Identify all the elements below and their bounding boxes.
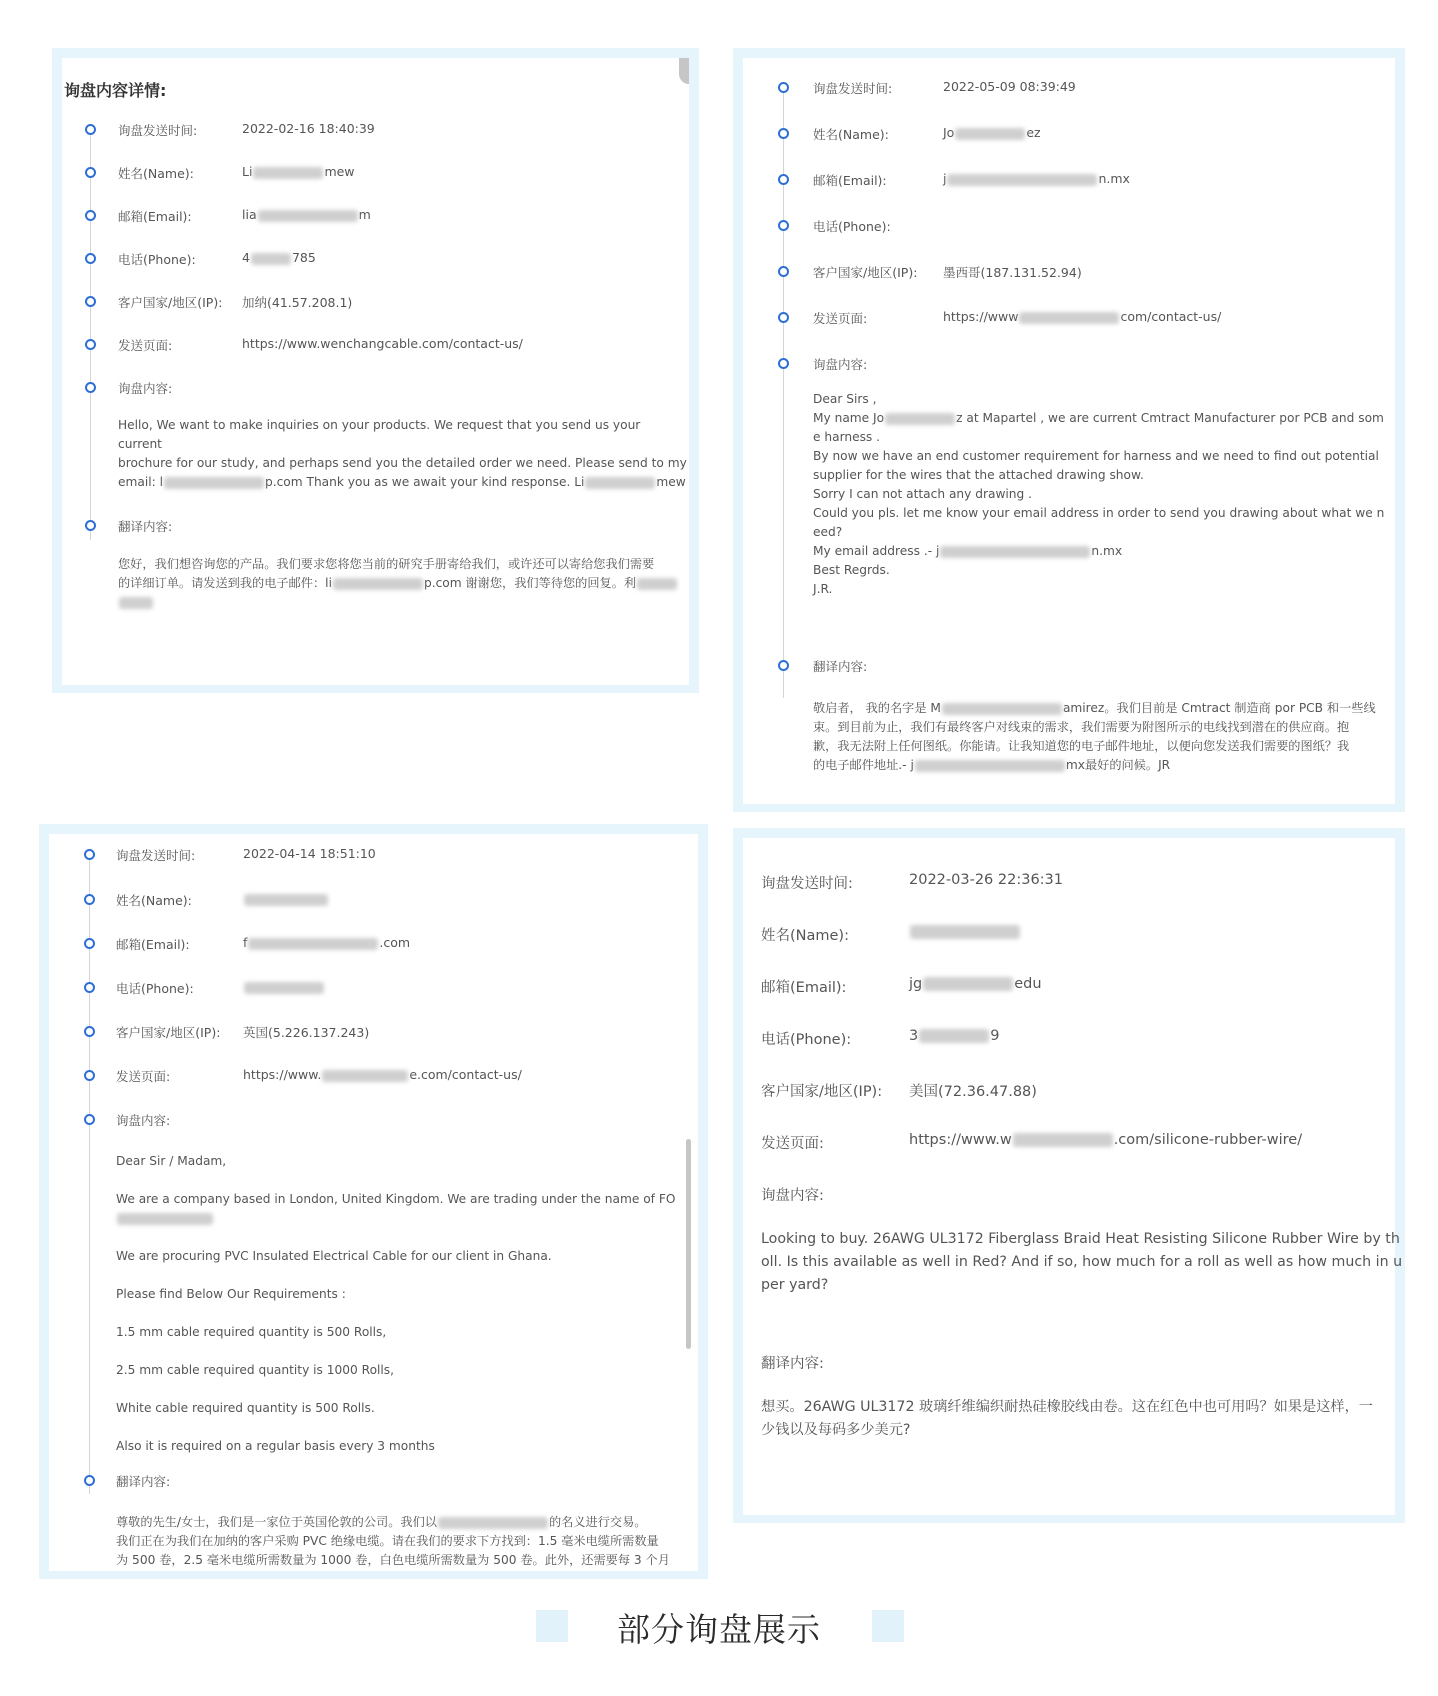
content-text: n.mx xyxy=(1091,544,1123,558)
translate-text: 尊敬的先生/女士，我们是一家位于英国伦敦的公司。我们以 xyxy=(116,1515,437,1529)
email-prefix: j xyxy=(943,171,947,186)
content-line: 2.5 mm cable required quantity is 1000 Rolls, xyxy=(116,1363,395,1377)
translate-label: 翻译内容: xyxy=(813,659,868,674)
redacted-text xyxy=(244,894,328,906)
content-line: Looking to buy. 26AWG UL3172 Fiberglass Braid Heat Resisting Silicone Rubber Wire by th xyxy=(761,1231,1400,1247)
translate-text: mx最好的问候。JR xyxy=(1065,758,1171,772)
page-suffix: e.com/contact-us/ xyxy=(409,1067,522,1082)
redacted-text xyxy=(119,597,153,609)
timeline-dot-icon xyxy=(778,174,789,185)
time-label: 询盘发送时间: xyxy=(813,81,893,96)
content-line: supplier for the wires that the attached drawing show. xyxy=(813,468,1144,482)
page-prefix: https://www. xyxy=(243,1067,322,1082)
translate-line xyxy=(116,1513,696,1532)
redacted-text xyxy=(885,413,955,425)
phone-value xyxy=(242,250,316,265)
timeline-dot-icon xyxy=(85,520,96,531)
translated-content xyxy=(813,699,1388,775)
card-title: 询盘内容详情: xyxy=(64,81,167,100)
timeline-dot-icon xyxy=(84,982,95,993)
inquiry-content xyxy=(118,416,688,492)
content-line: brochure for our study, and perhaps send you the detailed order we need. Please send to my xyxy=(118,456,687,470)
page-suffix: .com/silicone-rubber-wire/ xyxy=(1113,1132,1303,1148)
content-line: eed? xyxy=(813,525,843,539)
timeline-dot-icon xyxy=(778,312,789,323)
content-line xyxy=(118,473,688,492)
email-value xyxy=(242,207,371,222)
content-line: per yard? xyxy=(761,1277,829,1293)
email-prefix: jg xyxy=(909,976,923,992)
redacted-text xyxy=(244,982,324,994)
translated-content xyxy=(116,1513,696,1570)
country-label: 客户国家/地区(IP): xyxy=(116,1025,221,1040)
translate-line: 想买。26AWG UL3172 玻璃纤维编织耐热硅橡胶线由卷。这在红色中也可用吗？如果是这样，一 xyxy=(761,1399,1373,1415)
page-suffix: com/contact-us/ xyxy=(1120,309,1222,324)
translate-text: 的电子邮件地址.- j xyxy=(813,758,914,772)
redacted-text xyxy=(253,167,323,179)
timeline-dot-icon xyxy=(84,1070,95,1081)
inquiry-card-1 xyxy=(52,48,699,693)
redacted-text xyxy=(1013,1133,1113,1147)
page-link[interactable] xyxy=(243,1067,522,1082)
content-line: We are a company based in London, United Kingdom. We are trading under the name of FO xyxy=(116,1192,676,1206)
phone-label: 电话(Phone): xyxy=(761,1032,852,1048)
timeline-dot-icon xyxy=(85,339,96,350)
translate-text: amirez。我们目前是 Cmtract 制造商 por PCB 和一些线 xyxy=(1062,701,1376,715)
translate-line: 束。到目前为止，我们有最终客户对线束的需求，我们需要为附图所示的电线找到潜在的供应商。抱 xyxy=(813,720,1350,734)
translate-line: 少钱以及每码多少美元? xyxy=(761,1422,911,1438)
inquiry-content-scroll[interactable] xyxy=(116,1139,676,1453)
timeline-dot-icon xyxy=(84,1026,95,1037)
phone-prefix: 3 xyxy=(909,1028,919,1044)
content-text: p.com Thank you as we await your kind response. Li xyxy=(264,475,585,489)
translate-text: p.com 谢谢您，我们等待您的回复。利 xyxy=(423,576,637,590)
content-label: 询盘内容: xyxy=(813,357,868,372)
phone-value xyxy=(243,979,325,994)
timeline-dot-icon xyxy=(85,253,96,264)
translate-text: 敬启者， 我的名字是 M xyxy=(813,701,941,715)
email-value xyxy=(943,171,1130,186)
time-label: 询盘发送时间: xyxy=(116,848,196,863)
name-suffix: ez xyxy=(1026,125,1041,140)
name-label: 姓名(Name): xyxy=(761,928,849,944)
name-prefix: Jo xyxy=(943,125,955,140)
page-link[interactable] xyxy=(943,309,1221,324)
translate-text: 的详细订单。请发送到我的电子邮件：li xyxy=(118,576,332,590)
redacted-text xyxy=(438,1517,548,1529)
translate-line xyxy=(813,756,1388,775)
email-label: 邮箱(Email): xyxy=(813,173,887,188)
content-text: email: l xyxy=(118,475,163,489)
email-prefix: f xyxy=(243,935,248,950)
redacted-text xyxy=(1019,312,1119,324)
content-line: Please find Below Our Requirements : xyxy=(116,1287,346,1301)
redacted-text xyxy=(258,210,358,222)
timeline-dot-icon xyxy=(778,82,789,93)
page-label: 发送页面: xyxy=(118,338,173,353)
content-label: 询盘内容: xyxy=(116,1113,171,1128)
content-line xyxy=(813,409,1393,428)
time-label: 询盘发送时间: xyxy=(118,123,198,138)
country-label: 客户国家/地区(IP): xyxy=(761,1084,883,1100)
content-line: Dear Sirs , xyxy=(813,392,877,406)
timeline-dot-icon xyxy=(778,358,789,369)
scrollbar-thumb[interactable] xyxy=(686,1139,691,1349)
email-prefix: lia xyxy=(242,207,257,222)
email-suffix: n.mx xyxy=(1098,171,1130,186)
translate-line xyxy=(118,574,688,593)
content-text: My email address .- j xyxy=(813,544,940,558)
page-prefix: https://www xyxy=(943,309,1019,324)
translate-line: 为 500 卷，2.5 毫米电缆所需数量为 1000 卷，白色电缆所需数量为 500 卷。此外，还需要每 3 个月 xyxy=(116,1553,670,1567)
time-value: 2022-05-09 08:39:49 xyxy=(943,79,1076,94)
content-line xyxy=(116,1209,676,1228)
timeline-dot-icon xyxy=(778,220,789,231)
redacted-text xyxy=(919,1029,989,1043)
translated-content xyxy=(118,555,688,612)
phone-value xyxy=(909,1028,999,1044)
timeline-dot-icon xyxy=(778,266,789,277)
email-label: 邮箱(Email): xyxy=(761,980,847,996)
timeline-dot-icon xyxy=(85,124,96,135)
timeline-dot-icon xyxy=(84,849,95,860)
translate-text: 的名义进行交易。 xyxy=(548,1515,647,1529)
page-link[interactable] xyxy=(909,1132,1302,1148)
redacted-text xyxy=(915,760,1065,772)
redacted-text xyxy=(322,1070,408,1082)
content-line: J.R. xyxy=(813,582,833,596)
timeline-dot-icon xyxy=(778,660,789,671)
redacted-text xyxy=(910,925,1020,939)
timeline-dot-icon xyxy=(84,938,95,949)
page-prefix: https://www.w xyxy=(909,1132,1012,1148)
content-label: 询盘内容: xyxy=(118,381,173,396)
redacted-text xyxy=(248,938,378,950)
email-label: 邮箱(Email): xyxy=(116,937,190,952)
translate-label: 翻译内容: xyxy=(118,519,173,534)
content-line: 1.5 mm cable required quantity is 500 Rolls, xyxy=(116,1325,387,1339)
email-suffix: .com xyxy=(379,935,411,950)
translated-content xyxy=(761,1396,1395,1442)
content-text: z at Mapartel , we are current Cmtract Manufacturer por PCB and som xyxy=(956,411,1384,425)
content-line xyxy=(813,542,1393,561)
translate-label: 翻译内容: xyxy=(761,1356,824,1372)
redacted-text xyxy=(942,703,1062,715)
timeline-dot-icon xyxy=(84,1114,95,1125)
country-value: 美国(72.36.47.88) xyxy=(909,1084,1037,1100)
time-value: 2022-02-16 18:40:39 xyxy=(242,121,375,136)
translate-line: 歉，我无法附上任何图纸。你能请。让我知道您的电子邮件地址，以便向您发送我们需要的图纸？我 xyxy=(813,739,1350,753)
phone-label: 电话(Phone): xyxy=(116,981,194,996)
time-value: 2022-04-14 18:51:10 xyxy=(243,846,376,861)
country-value: 墨西哥(187.131.52.94) xyxy=(943,265,1082,280)
content-line: oll. Is this available as well in Red? And if so, how much for a roll as well as how much in u xyxy=(761,1254,1403,1270)
email-value xyxy=(909,976,1042,992)
page-label: 发送页面: xyxy=(813,311,868,326)
content-label: 询盘内容: xyxy=(761,1188,824,1204)
country-value: 英国(5.226.137.243) xyxy=(243,1025,370,1040)
inquiry-card-4 xyxy=(733,828,1405,1523)
content-line: Could you pls. let me know your email address in order to send you drawing about what we n xyxy=(813,506,1385,520)
email-suffix: m xyxy=(358,207,371,222)
timeline-dot-icon xyxy=(85,210,96,221)
redacted-text xyxy=(164,477,264,489)
translate-line xyxy=(813,699,1388,718)
name-label: 姓名(Name): xyxy=(813,127,889,142)
caption xyxy=(0,1600,1438,1650)
content-line: By now we have an end customer requirement for harness and we need to find out potential xyxy=(813,449,1379,463)
redacted-text xyxy=(955,128,1025,140)
redacted-text xyxy=(940,546,1090,558)
name-value xyxy=(943,125,1041,140)
name-value xyxy=(242,164,355,179)
inquiry-content xyxy=(813,390,1393,599)
timeline-dot-icon xyxy=(778,128,789,139)
phone-label: 电话(Phone): xyxy=(813,219,891,234)
phone-suffix: 785 xyxy=(291,250,316,265)
timeline-dot-icon xyxy=(85,296,96,307)
content-line: Sorry I can not attach any drawing . xyxy=(813,487,1033,501)
country-label: 客户国家/地区(IP): xyxy=(813,265,918,280)
redacted-text xyxy=(117,1213,213,1225)
content-line: e harness . xyxy=(813,430,881,444)
page-label: 发送页面: xyxy=(116,1069,171,1084)
content-text: mew xyxy=(656,475,686,489)
phone-suffix: 9 xyxy=(990,1028,1000,1044)
content-line: Best Regrds. xyxy=(813,563,890,577)
translate-line: 您好，我们想咨询您的产品。我们要求您将您当前的研究手册寄给我们，或许还可以寄给您我们需要 xyxy=(118,557,655,571)
name-value xyxy=(909,924,1021,940)
phone-label: 电话(Phone): xyxy=(118,252,196,267)
redacted-text xyxy=(923,977,1013,991)
redacted-text xyxy=(333,578,423,590)
translate-line: 我们正在为我们在加纳的客户采购 PVC 绝缘电缆。请在我们的要求下方找到：1.5 毫米电缆所需数量 xyxy=(116,1534,659,1548)
time-value: 2022-03-26 22:36:31 xyxy=(909,872,1063,888)
name-label: 姓名(Name): xyxy=(116,893,192,908)
timeline-dot-icon xyxy=(84,894,95,905)
email-suffix: edu xyxy=(1014,976,1042,992)
page-label: 发送页面: xyxy=(761,1136,824,1152)
translate-label: 翻译内容: xyxy=(116,1474,171,1489)
phone-prefix: 4 xyxy=(242,250,250,265)
redacted-text xyxy=(947,174,1097,186)
timeline-dot-icon xyxy=(85,167,96,178)
page-link[interactable]: https://www.wenchangcable.com/contact-us/ xyxy=(242,336,523,351)
email-value xyxy=(243,935,410,950)
content-line: White cable required quantity is 500 Rolls. xyxy=(116,1401,375,1415)
inquiry-card-3 xyxy=(39,824,708,1579)
content-line: Hello, We want to make inquiries on your products. We request that you send us your current xyxy=(118,418,641,451)
caption-text: 部分询盘展示 xyxy=(617,1610,821,1649)
timeline-line xyxy=(90,130,91,540)
translate-line xyxy=(118,593,688,612)
name-label: 姓名(Name): xyxy=(118,166,194,181)
country-label: 客户国家/地区(IP): xyxy=(118,295,223,310)
redacted-text xyxy=(251,253,291,265)
timeline-line xyxy=(89,854,90,1494)
name-suffix: mew xyxy=(324,164,355,179)
scrollbar-thumb[interactable] xyxy=(679,58,689,84)
inquiry-card-2 xyxy=(733,48,1405,812)
redacted-text xyxy=(585,477,655,489)
content-line: We are procuring PVC Insulated Electrical Cable for our client in Ghana. xyxy=(116,1249,552,1263)
name-prefix: Li xyxy=(242,164,253,179)
name-value xyxy=(243,891,329,906)
email-label: 邮箱(Email): xyxy=(118,209,192,224)
timeline-dot-icon xyxy=(84,1475,95,1486)
redacted-text xyxy=(637,578,677,590)
inquiry-content xyxy=(761,1228,1403,1297)
timeline-dot-icon xyxy=(85,382,96,393)
country-value: 加纳(41.57.208.1) xyxy=(242,295,353,310)
content-line: Dear Sir / Madam, xyxy=(116,1154,227,1168)
content-text: My name Jo xyxy=(813,411,885,425)
time-label: 询盘发送时间: xyxy=(761,876,853,892)
content-line: Also it is required on a regular basis every 3 months xyxy=(116,1439,435,1453)
